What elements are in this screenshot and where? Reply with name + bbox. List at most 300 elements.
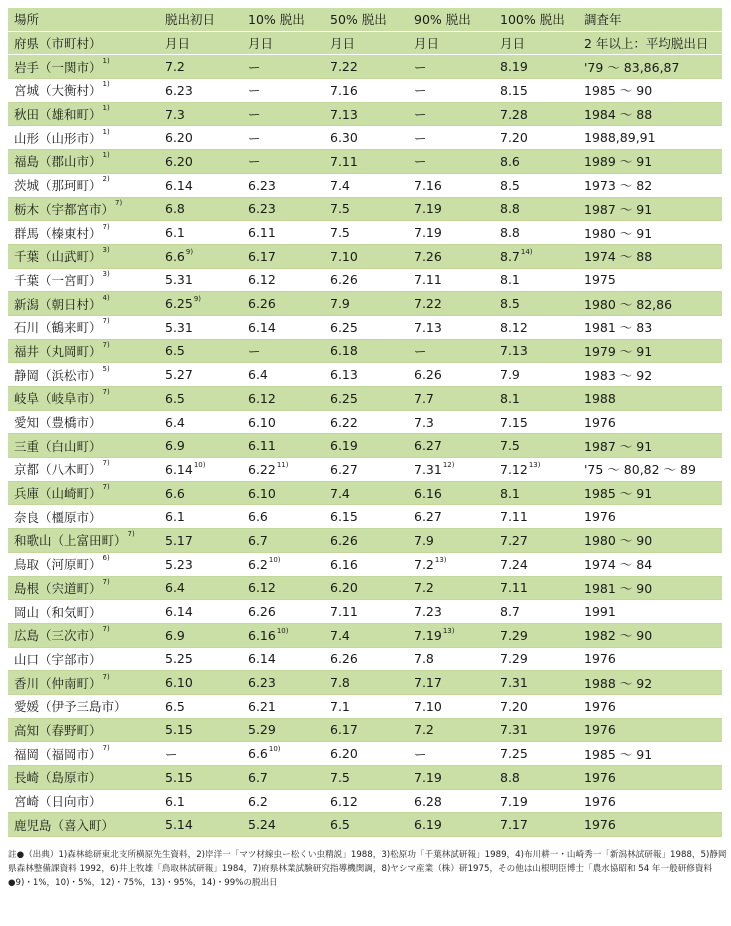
table-row — [8, 387, 722, 411]
pct10-cell — [242, 221, 324, 245]
pct10-cell — [242, 789, 324, 813]
place-cell-value: 秋田（雄和町） — [14, 107, 102, 123]
pct90-cell — [408, 244, 494, 268]
place-cell — [8, 126, 159, 150]
pct10-cell-value: 5.24 — [248, 817, 276, 833]
place-cell-value: 群馬（榛東村） — [14, 225, 102, 241]
survey-year-cell-value: 1987 ～ 91 — [584, 201, 653, 217]
pct50-cell-value: 7.4 — [330, 177, 350, 193]
pct100-cell-value: 8.1 — [500, 272, 520, 288]
pct10-cell-value: 6.11 — [248, 225, 276, 241]
pct90-cell — [408, 742, 494, 766]
footnote-marker: 10) — [268, 555, 281, 564]
pct10-cell-value: 6.26 — [248, 296, 276, 312]
pct10-cell-value: 6.17 — [248, 248, 276, 264]
footnote-marker: 1) — [102, 56, 110, 65]
footnote-marker: 7) — [102, 222, 110, 231]
header-survey-year: 調査年 — [578, 8, 722, 31]
header-row — [8, 8, 722, 31]
pct90-cell — [408, 481, 494, 505]
first-day-cell-value: 6.1 — [165, 509, 185, 525]
table-row — [8, 813, 722, 837]
pct10-cell — [242, 363, 324, 387]
pct50-cell — [324, 481, 408, 505]
pct50-cell — [324, 694, 408, 718]
pct90-cell-value: 6.16 — [414, 485, 442, 501]
pct50-cell-value: 7.5 — [330, 225, 350, 241]
pct50-cell — [324, 458, 408, 482]
place-cell — [8, 600, 159, 624]
pct100-cell — [494, 126, 578, 150]
first-day-cell-value: 6.4 — [165, 580, 185, 596]
first-day-cell-value: 5.23 — [165, 556, 193, 572]
pct50-cell-value: 6.19 — [330, 438, 358, 454]
footnote-marker: 7) — [115, 198, 123, 207]
pct10-cell — [242, 481, 324, 505]
pct50-cell — [324, 79, 408, 103]
pct10-cell-value: 6.2 — [248, 556, 268, 572]
pct100-cell — [494, 576, 578, 600]
footnote-marker: 7) — [102, 388, 110, 397]
pct50-cell — [324, 244, 408, 268]
survey-year-cell — [578, 292, 722, 316]
survey-year-cell-value: 1976 — [584, 414, 616, 430]
first-day-cell — [159, 173, 242, 197]
pct100-cell — [494, 623, 578, 647]
place-cell-value: 岩手（一関市） — [14, 59, 102, 75]
first-day-cell — [159, 481, 242, 505]
survey-year-cell — [578, 315, 722, 339]
pct90-cell — [408, 410, 494, 434]
pct100-cell — [494, 789, 578, 813]
place-cell-value: 石川（鶴来町） — [14, 320, 102, 336]
pct10-cell — [242, 315, 324, 339]
pct90-cell-value: ー — [414, 154, 427, 170]
survey-year-cell — [578, 221, 722, 245]
pct90-cell-value: ー — [414, 343, 427, 359]
survey-year-cell-value: 1985 ～ 91 — [584, 486, 653, 502]
pct10-cell — [242, 742, 324, 766]
pct100-cell-value: 7.29 — [500, 627, 528, 643]
footnote-marker: 7) — [102, 625, 110, 634]
survey-year-cell-value: 1982 ～ 90 — [584, 628, 653, 644]
footnote-marker: 5) — [102, 364, 110, 373]
pct10-cell — [242, 268, 324, 292]
footnote-marker: 2) — [102, 175, 110, 184]
pct50-cell-value: 7.8 — [330, 675, 350, 691]
table-row — [8, 173, 722, 197]
pct10-cell — [242, 552, 324, 576]
pct90-cell-value: 7.16 — [414, 177, 442, 193]
first-day-cell — [159, 742, 242, 766]
survey-year-cell — [578, 363, 722, 387]
first-day-cell — [159, 244, 242, 268]
pct50-cell-value: 7.11 — [330, 153, 358, 169]
survey-year-cell-value: 1987 ～ 91 — [584, 438, 653, 454]
pct10-cell-value: 6.23 — [248, 201, 276, 217]
place-cell-value: 静岡（浜松市） — [14, 367, 102, 383]
pct90-cell-value: ー — [414, 59, 427, 75]
survey-year-cell-value: 1980 ～ 90 — [584, 533, 653, 549]
place-cell-value: 福岡（福岡市） — [14, 746, 102, 762]
place-cell-value: 鳥取（河原町） — [14, 557, 102, 573]
pct100-cell — [494, 410, 578, 434]
footnote-marker: 3) — [102, 269, 110, 278]
first-day-cell-value: 5.27 — [165, 367, 193, 383]
survey-year-cell-value: 1976 — [584, 769, 616, 785]
pct100-cell-value: 7.11 — [500, 509, 528, 525]
first-day-cell-value: 6.1 — [165, 225, 185, 241]
pct10-cell — [242, 173, 324, 197]
pct10-cell-value: 6.6 — [248, 746, 268, 762]
footnote-marker: 10) — [193, 460, 206, 469]
place-cell-value: 茨城（那珂町） — [14, 178, 102, 194]
first-day-cell-value: 6.5 — [165, 390, 185, 406]
place-cell — [8, 481, 159, 505]
first-day-cell-value: 6.20 — [165, 153, 193, 169]
pct100-cell — [494, 647, 578, 671]
place-cell — [8, 434, 159, 458]
pct100-cell — [494, 102, 578, 126]
survey-year-cell — [578, 671, 722, 695]
pct10-cell — [242, 529, 324, 553]
pct10-cell-value: ー — [248, 59, 261, 75]
pct100-cell — [494, 742, 578, 766]
pct50-cell-value: 7.1 — [330, 698, 350, 714]
table-row — [8, 244, 722, 268]
pct10-cell-value: 6.7 — [248, 532, 268, 548]
first-day-cell — [159, 766, 242, 790]
place-cell — [8, 339, 159, 363]
survey-year-cell-value: 1988,89,91 — [584, 130, 656, 146]
place-cell — [8, 718, 159, 742]
first-day-cell — [159, 671, 242, 695]
place-cell — [8, 813, 159, 837]
pct90-cell-value: 7.2 — [414, 722, 434, 738]
pct100-cell — [494, 244, 578, 268]
first-day-cell — [159, 79, 242, 103]
survey-year-cell — [578, 126, 722, 150]
pct50-cell-value: 7.4 — [330, 627, 350, 643]
pct10-cell-value: 6.21 — [248, 698, 276, 714]
pct100-cell — [494, 458, 578, 482]
first-day-cell-value: 7.2 — [165, 59, 185, 75]
pct50-cell — [324, 813, 408, 837]
first-day-cell-value: 5.31 — [165, 272, 193, 288]
first-day-cell-value: 6.20 — [165, 130, 193, 146]
pct50-cell-value: 6.12 — [330, 793, 358, 809]
pct10-cell-value: 6.23 — [248, 177, 276, 193]
survey-year-cell — [578, 789, 722, 813]
place-cell — [8, 102, 159, 126]
pct10-cell — [242, 79, 324, 103]
place-cell-value: 千葉（山武町） — [14, 249, 102, 265]
footnote-marker: 14) — [520, 247, 533, 256]
pct50-cell — [324, 173, 408, 197]
subheader-unit: 月日 — [159, 31, 242, 55]
pct90-cell-value: 7.2 — [414, 580, 434, 596]
pct10-cell — [242, 410, 324, 434]
footnote-marker: 12) — [442, 460, 455, 469]
pct50-cell-value: 6.5 — [330, 817, 350, 833]
first-day-cell-value: 6.9 — [165, 627, 185, 643]
pct100-cell-value: 7.17 — [500, 817, 528, 833]
pct90-cell-value: ー — [414, 130, 427, 146]
footnote-marker: 11) — [276, 460, 289, 469]
pct10-cell — [242, 505, 324, 529]
pct10-cell-value: 6.14 — [248, 651, 276, 667]
pct10-cell-value: 6.12 — [248, 390, 276, 406]
first-day-cell — [159, 339, 242, 363]
place-cell — [8, 292, 159, 316]
survey-year-cell — [578, 813, 722, 837]
pct100-cell — [494, 766, 578, 790]
pct10-cell — [242, 150, 324, 174]
pct50-cell — [324, 505, 408, 529]
pct100-cell — [494, 221, 578, 245]
table-row — [8, 221, 722, 245]
footnote-marker: 1) — [102, 80, 110, 89]
pct90-cell — [408, 458, 494, 482]
first-day-cell — [159, 292, 242, 316]
pct90-cell — [408, 718, 494, 742]
footnote-marker: 1) — [102, 127, 110, 136]
first-day-cell — [159, 647, 242, 671]
pct10-cell-value: 6.26 — [248, 604, 276, 620]
table-row — [8, 600, 722, 624]
first-day-cell — [159, 505, 242, 529]
table-row — [8, 315, 722, 339]
pct50-cell — [324, 292, 408, 316]
table-row — [8, 789, 722, 813]
place-cell — [8, 79, 159, 103]
survey-year-cell — [578, 197, 722, 221]
footnote-marker: 7) — [102, 743, 110, 752]
pct90-cell-value: 7.9 — [414, 532, 434, 548]
pct100-cell — [494, 363, 578, 387]
pct100-cell-value: 7.31 — [500, 722, 528, 738]
first-day-cell-value: 6.23 — [165, 82, 193, 98]
pct90-cell — [408, 268, 494, 292]
pct100-cell-value: 7.20 — [500, 130, 528, 146]
pct10-cell — [242, 647, 324, 671]
table-row — [8, 766, 722, 790]
first-day-cell-value: 5.14 — [165, 817, 193, 833]
place-cell-value: 山形（山形市） — [14, 130, 102, 146]
pct90-cell — [408, 623, 494, 647]
pct10-cell — [242, 671, 324, 695]
survey-year-cell-value: '75 ～ 80,82 ～ 89 — [584, 462, 696, 478]
pct50-cell-value: 6.15 — [330, 509, 358, 525]
pct90-cell-value: 6.19 — [414, 817, 442, 833]
pct90-cell-value: 7.26 — [414, 248, 442, 264]
place-cell — [8, 55, 159, 79]
pct50-cell-value: 6.26 — [330, 651, 358, 667]
pct100-cell — [494, 600, 578, 624]
pct10-cell — [242, 55, 324, 79]
survey-year-cell — [578, 481, 722, 505]
pct90-cell-value: 7.19 — [414, 201, 442, 217]
pct10-cell-value: 6.22 — [248, 461, 276, 477]
place-cell-value: 奈良（橿原市） — [14, 509, 102, 525]
survey-year-cell — [578, 173, 722, 197]
pct90-cell — [408, 292, 494, 316]
first-day-cell-value: 6.5 — [165, 343, 185, 359]
pct50-cell — [324, 718, 408, 742]
pct90-cell-value: 7.19 — [414, 225, 442, 241]
place-cell — [8, 363, 159, 387]
place-cell-value: 新潟（朝日村） — [14, 296, 102, 312]
table-row — [8, 552, 722, 576]
header-90pct: 90% 脱出 — [408, 8, 494, 31]
pct90-cell — [408, 173, 494, 197]
pct90-cell-value: 7.11 — [414, 272, 442, 288]
first-day-cell-value: 7.3 — [165, 106, 185, 122]
pct100-cell-value: 7.29 — [500, 651, 528, 667]
survey-year-cell-value: 1979 ～ 91 — [584, 343, 653, 359]
pct50-cell — [324, 766, 408, 790]
pct50-cell — [324, 623, 408, 647]
survey-year-cell-value: 1976 — [584, 793, 616, 809]
pct90-cell — [408, 126, 494, 150]
survey-year-cell — [578, 647, 722, 671]
pct100-cell — [494, 339, 578, 363]
pct10-cell — [242, 623, 324, 647]
pct50-cell — [324, 387, 408, 411]
place-cell-value: 長崎（島原市） — [14, 770, 102, 786]
pct10-cell — [242, 576, 324, 600]
first-day-cell-value: 5.15 — [165, 722, 193, 738]
pct90-cell-value: 7.7 — [414, 390, 434, 406]
pct90-cell-value: 7.31 — [414, 461, 442, 477]
pct50-cell — [324, 552, 408, 576]
place-cell-value: 三重（白山町） — [14, 438, 102, 454]
survey-year-cell-value: 1988 ～ 92 — [584, 675, 653, 691]
pct10-cell — [242, 458, 324, 482]
survey-year-cell — [578, 576, 722, 600]
pct50-cell-value: 6.13 — [330, 367, 358, 383]
first-day-cell — [159, 600, 242, 624]
pct10-cell-value: ー — [248, 130, 261, 146]
pct100-cell-value: 8.8 — [500, 201, 520, 217]
survey-year-cell — [578, 387, 722, 411]
table-row — [8, 79, 722, 103]
survey-year-cell — [578, 244, 722, 268]
pct90-cell-value: 7.3 — [414, 414, 434, 430]
first-day-cell — [159, 268, 242, 292]
pct100-cell-value: 8.5 — [500, 296, 520, 312]
table-row — [8, 671, 722, 695]
pct90-cell-value: 6.27 — [414, 509, 442, 525]
survey-year-cell-value: 1984 ～ 88 — [584, 107, 653, 123]
pct50-cell — [324, 197, 408, 221]
pct90-cell-value: ー — [414, 83, 427, 99]
pct90-cell-value: ー — [414, 107, 427, 123]
first-day-cell-value: 6.14 — [165, 461, 193, 477]
survey-year-cell-value: 1976 — [584, 817, 616, 833]
pct10-cell-value: 6.10 — [248, 414, 276, 430]
survey-year-cell-value: 1985 ～ 91 — [584, 746, 653, 762]
pct90-cell — [408, 434, 494, 458]
first-day-cell — [159, 102, 242, 126]
survey-year-cell-value: 1974 ～ 84 — [584, 557, 653, 573]
footnote-marker: 9) — [185, 247, 194, 256]
first-day-cell-value: 6.8 — [165, 201, 185, 217]
first-day-cell-value: 6.6 — [165, 485, 185, 501]
place-cell-value: 島根（宍道町） — [14, 580, 102, 596]
survey-year-cell-value: 1976 — [584, 651, 616, 667]
pct10-cell — [242, 387, 324, 411]
pct100-cell-value: 8.5 — [500, 177, 520, 193]
place-cell-value: 岡山（和気町） — [14, 604, 102, 620]
pct10-cell — [242, 126, 324, 150]
pct100-cell-value: 8.8 — [500, 769, 520, 785]
pct10-cell — [242, 718, 324, 742]
pct10-cell-value: 6.10 — [248, 485, 276, 501]
first-day-cell-value: 6.25 — [165, 296, 193, 312]
pct50-cell-value: 7.5 — [330, 201, 350, 217]
pct50-cell-value: 7.13 — [330, 106, 358, 122]
table-row — [8, 647, 722, 671]
survey-year-cell — [578, 766, 722, 790]
footnote-marker: 10) — [268, 745, 281, 754]
pct50-cell-value: 7.4 — [330, 485, 350, 501]
pct50-cell-value: 7.22 — [330, 59, 358, 75]
pct50-cell-value: 6.25 — [330, 390, 358, 406]
first-day-cell — [159, 694, 242, 718]
table-row — [8, 102, 722, 126]
survey-year-cell-value: 1973 ～ 82 — [584, 178, 653, 194]
first-day-cell — [159, 623, 242, 647]
place-cell-value: 岐阜（岐阜市） — [14, 391, 102, 407]
pct50-cell — [324, 102, 408, 126]
table-row — [8, 742, 722, 766]
place-cell-value: 兵庫（山崎町） — [14, 486, 102, 502]
survey-year-cell-value: 1976 — [584, 509, 616, 525]
survey-year-cell — [578, 552, 722, 576]
pct50-cell-value: 6.17 — [330, 722, 358, 738]
pct50-cell-value: 6.22 — [330, 414, 358, 430]
survey-year-cell-value: 1980 ～ 91 — [584, 225, 653, 241]
survey-year-cell — [578, 718, 722, 742]
survey-year-cell-value: 1985 ～ 90 — [584, 83, 653, 99]
pct10-cell-value: 6.23 — [248, 675, 276, 691]
pct100-cell-value: 7.20 — [500, 698, 528, 714]
place-cell — [8, 505, 159, 529]
place-cell — [8, 268, 159, 292]
table-row — [8, 363, 722, 387]
survey-year-cell — [578, 55, 722, 79]
pct10-cell-value: 6.12 — [248, 580, 276, 596]
footnote-marker: 4) — [102, 293, 110, 302]
place-cell-value: 宮崎（日向市） — [14, 794, 102, 810]
pct100-cell-value: 7.5 — [500, 438, 520, 454]
pct50-cell-value: 6.27 — [330, 461, 358, 477]
footnote-line: 県森林整備課資料 1992，6)井上牧雄「鳥取林試研報」1984，7)府県林業試験研究指導機関調，8)ヤシマ産業（株）研1975，その他は山根明臣博士「農水協昭和 54 年一般研修資料 — [8, 864, 713, 874]
pct50-cell-value: 6.18 — [330, 343, 358, 359]
pct50-cell-value: 7.10 — [330, 248, 358, 264]
header-100pct: 100% 脱出 — [494, 8, 578, 31]
footnote-marker: 1) — [102, 104, 110, 113]
pct50-cell-value: 6.26 — [330, 532, 358, 548]
place-cell — [8, 244, 159, 268]
first-day-cell-value: 5.31 — [165, 319, 193, 335]
pct90-cell — [408, 694, 494, 718]
pct50-cell — [324, 315, 408, 339]
pct90-cell — [408, 150, 494, 174]
first-day-cell — [159, 718, 242, 742]
footnote-marker: 7) — [102, 483, 110, 492]
